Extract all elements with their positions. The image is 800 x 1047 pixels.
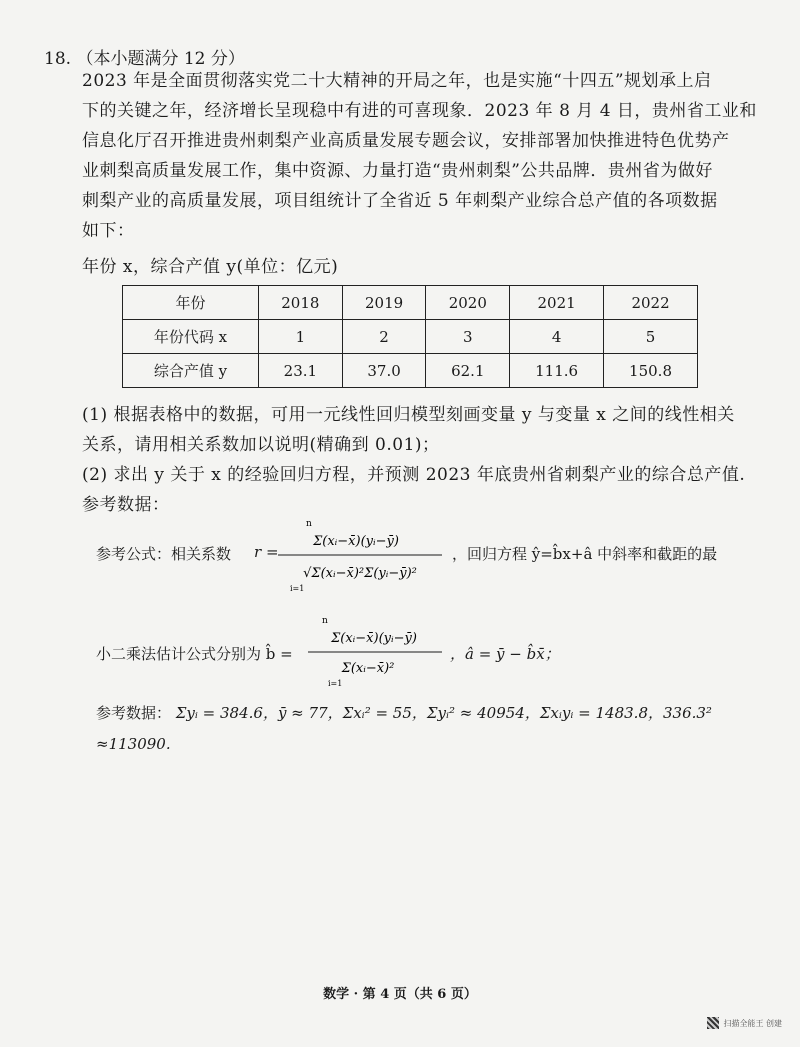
qr-code-icon: [707, 1017, 719, 1029]
table-cell: 4: [510, 320, 604, 354]
sum-upper: n: [306, 519, 312, 529]
regression-text: ，回归方程 ŷ=b̂x+â 中斜率和截距的最: [452, 545, 718, 563]
corr-label: 参考公式：相关系数: [96, 545, 232, 563]
task-line: (2) 求出 y 关于 x 的经验回归方程，并预测 2023 年底贵州省刺梨产业的综合总产值.: [82, 465, 746, 485]
corr-numerator: Σ(xᵢ−x̄)(yᵢ−ȳ): [313, 534, 399, 549]
data-table: [122, 285, 698, 388]
corr-denominator: √Σ(xᵢ−x̄)²Σ(yᵢ−ȳ)²: [303, 566, 417, 581]
intro-line: 如下：: [82, 221, 135, 241]
tasks-block: [82, 400, 772, 520]
table-cell: 2021: [510, 286, 604, 320]
ref-data-line: [96, 702, 712, 723]
table-cell: 2018: [259, 286, 343, 320]
table-cell: 2019: [342, 286, 426, 320]
table-cell: 1: [259, 320, 343, 354]
table-cell: 150.8: [604, 354, 698, 388]
table-cell: 23.1: [259, 354, 343, 388]
table-cell: 年份: [123, 286, 259, 320]
task-line: 关系，请用相关系数加以说明(精确到 0.01)；: [82, 435, 440, 455]
table-row: [123, 354, 698, 388]
variables-line: 年份 x，综合产值 y(单位：亿元): [82, 257, 339, 277]
table-cell: 综合产值 y: [123, 354, 259, 388]
ref-data-line2: ≈113090.: [96, 735, 171, 753]
intro-line: 下的关键之年，经济增长呈现稳中有进的可喜现象．2023 年 8 月 4 日，贵州省工业和: [82, 101, 757, 121]
scanner-watermark: [707, 1017, 782, 1029]
sum-upper: n: [322, 616, 328, 626]
table-cell: 2022: [604, 286, 698, 320]
intercept-formula: ，â = ȳ − b̂x̄；: [450, 645, 560, 663]
table-cell: 3: [426, 320, 510, 354]
table-cell: 2: [342, 320, 426, 354]
table-cell: 62.1: [426, 354, 510, 388]
task-line: 参考数据：: [82, 495, 170, 515]
intro-line: 信息化厅召开推进贵州刺梨产业高质量发展专题会议，安排部署加快推进特色优势产: [82, 131, 730, 151]
ls-numerator: Σ(xᵢ−x̄)(yᵢ−ȳ): [331, 631, 417, 646]
table-cell: 111.6: [510, 354, 604, 388]
ls-text: 小二乘法估计公式分别为 b̂ =: [96, 645, 293, 663]
table-cell: 5: [604, 320, 698, 354]
ref-data-label: 参考数据：: [96, 704, 172, 722]
ls-denominator: Σ(xᵢ−x̄)²: [341, 661, 395, 676]
intro-line: 业刺梨高质量发展工作，集中资源、力量打造“贵州刺梨”公共品牌．贵州省为做好: [82, 161, 713, 181]
table-cell: 2020: [426, 286, 510, 320]
table-row: [123, 320, 698, 354]
sum-index: i=1: [290, 584, 305, 593]
sum-index: i=1: [328, 679, 343, 688]
task-line: (1) 根据表格中的数据，可用一元线性回归模型刻画变量 y 与变量 x 之间的线性相关: [82, 405, 735, 425]
corr-r: r =: [254, 543, 279, 561]
question-points: （本小题满分 12 分）: [76, 49, 245, 69]
intro-line: 2023 年是全面贯彻落实党二十大精神的开局之年，也是实施“十四五”规划承上启: [82, 71, 712, 91]
table-header-row: [123, 286, 698, 320]
intro-line: 刺梨产业的高质量发展，项目组统计了全省近 5 年刺梨产业综合总产值的各项数据: [82, 191, 718, 211]
intro-paragraph: [82, 66, 772, 246]
ref-data-values: Σyᵢ = 384.6，ȳ ≈ 77，Σxᵢ² = 55，Σyᵢ² ≈ 40954，Σxᵢyᵢ = 1483.8，336.3²: [175, 704, 712, 722]
corr-fraction: [276, 515, 446, 593]
question-number: 18.: [44, 49, 72, 69]
table-cell: 37.0: [342, 354, 426, 388]
table-cell: 年份代码 x: [123, 320, 259, 354]
watermark-text: 扫描全能王 创建: [723, 1018, 782, 1028]
ls-fraction: [306, 612, 446, 688]
page-footer: 数学 · 第 4 页（共 6 页）: [323, 987, 477, 1002]
